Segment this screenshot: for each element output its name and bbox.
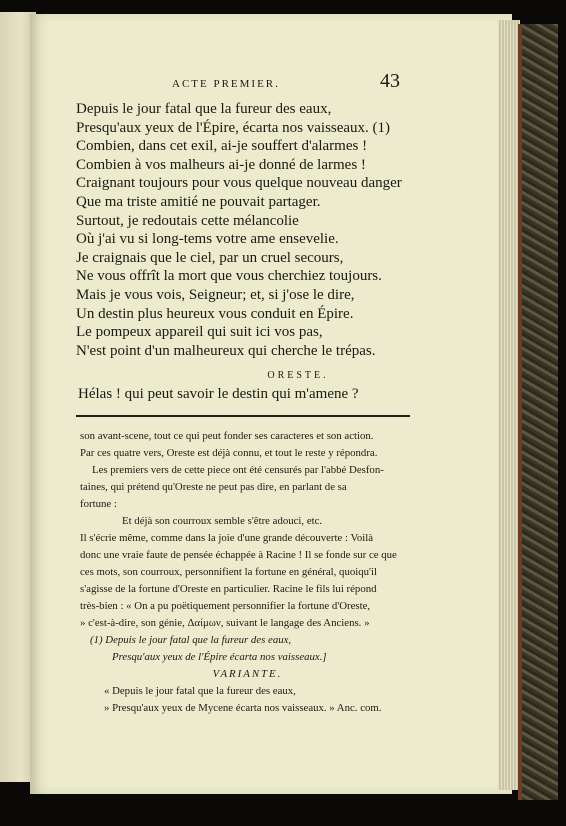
verse-line: Presqu'aux yeux de l'Épire, écarta nos vaisseaux. (1) — [76, 119, 391, 136]
verse-line: Combien à vos malheurs ai-je donné de larmes ! — [76, 156, 366, 173]
footnote-line: (1) Depuis le jour fatal que la fureur des eaux, — [90, 634, 292, 646]
note-line: s'agisse de la fortune d'Oreste en particulier. Racine le fils lui répond — [80, 583, 377, 595]
notes-block — [80, 428, 415, 717]
verse-line: Mais je vous vois, Seigneur; et, si j'ose le dire, — [76, 286, 355, 303]
page-number: 43 — [380, 70, 400, 92]
book-cover — [518, 24, 558, 800]
note-line: taines, qui prétend qu'Oreste ne peut pas dire, en parlant de sa — [80, 481, 347, 493]
verse-line: Je craignais que le ciel, par un cruel secours, — [76, 249, 344, 266]
variant-title: VARIANTE. — [212, 668, 283, 680]
verse-line: Combien, dans cet exil, ai-je souffert d'alarmes ! — [76, 138, 368, 155]
quoted-verse: Et déjà son courroux semble s'être adouci, etc. — [122, 515, 323, 527]
verse-line: Craignant toujours pour vous quelque nouveau danger — [76, 175, 402, 192]
note-line: Les premiers vers de cette piece ont été censurés par l'abbé Desfon- — [92, 464, 384, 476]
verse-line: Depuis le jour fatal que la fureur des eaux, — [76, 101, 332, 117]
verse-line: Surtout, je redoutais cette mélancolie — [76, 212, 299, 229]
note-line: donc une vraie faute de pensée échappée à Racine ! Il se fonde sur ce que — [80, 549, 397, 561]
note-line: Par ces quatre vers, Oreste est déjà connu, et tout le reste y répondra. — [80, 447, 378, 459]
note-line: fortune : — [80, 498, 117, 510]
verse-line: N'est point d'un malheureux qui cherche le trépas. — [76, 342, 376, 359]
note-line: » c'est-à-dire, son génie, Δαίμων, suivant le langage des Anciens. » — [80, 617, 370, 629]
note-line: son avant-scene, tout ce qui peut fonder ses caracteres et son action. — [80, 430, 374, 442]
variant-line: » Presqu'aux yeux de Mycene écarta nos vaisseaux. » Anc. com. — [104, 702, 382, 714]
note-line: ces mots, son courroux, personnifient la fortune en général, quoiqu'il — [80, 566, 377, 578]
speaker-name: ORESTE. — [267, 370, 329, 381]
variant-line: « Depuis le jour fatal que la fureur des eaux, — [104, 685, 296, 697]
note-line: très-bien : « On a pu poëtiquement personnifier la fortune d'Oreste, — [80, 600, 371, 612]
verse-line: Un destin plus heureux vous conduit en Épire. — [76, 305, 354, 322]
running-header: ACTE PREMIER. — [172, 78, 280, 90]
reply-line: Hélas ! qui peut savoir le destin qui m'amene ? — [78, 386, 359, 402]
verse-line: Ne vous offrît la mort que vous cherchiez toujours. — [76, 268, 382, 285]
verse-block — [76, 100, 496, 360]
verse-line: Le pompeux appareil qui suit ici vos pas, — [76, 324, 323, 341]
verse-line: Que ma triste amitié ne pouvait partager. — [76, 193, 321, 210]
footnote-line: Presqu'aux yeux de l'Épire écarta nos vaisseaux.] — [112, 651, 327, 663]
footnote-rule — [76, 415, 410, 417]
page-edges — [498, 20, 520, 790]
note-line: Il s'écrie même, comme dans la joie d'une grande découverte : Voilà — [80, 532, 374, 544]
verse-line: Où j'ai vu si long-tems votre ame ensevelie. — [76, 231, 339, 248]
